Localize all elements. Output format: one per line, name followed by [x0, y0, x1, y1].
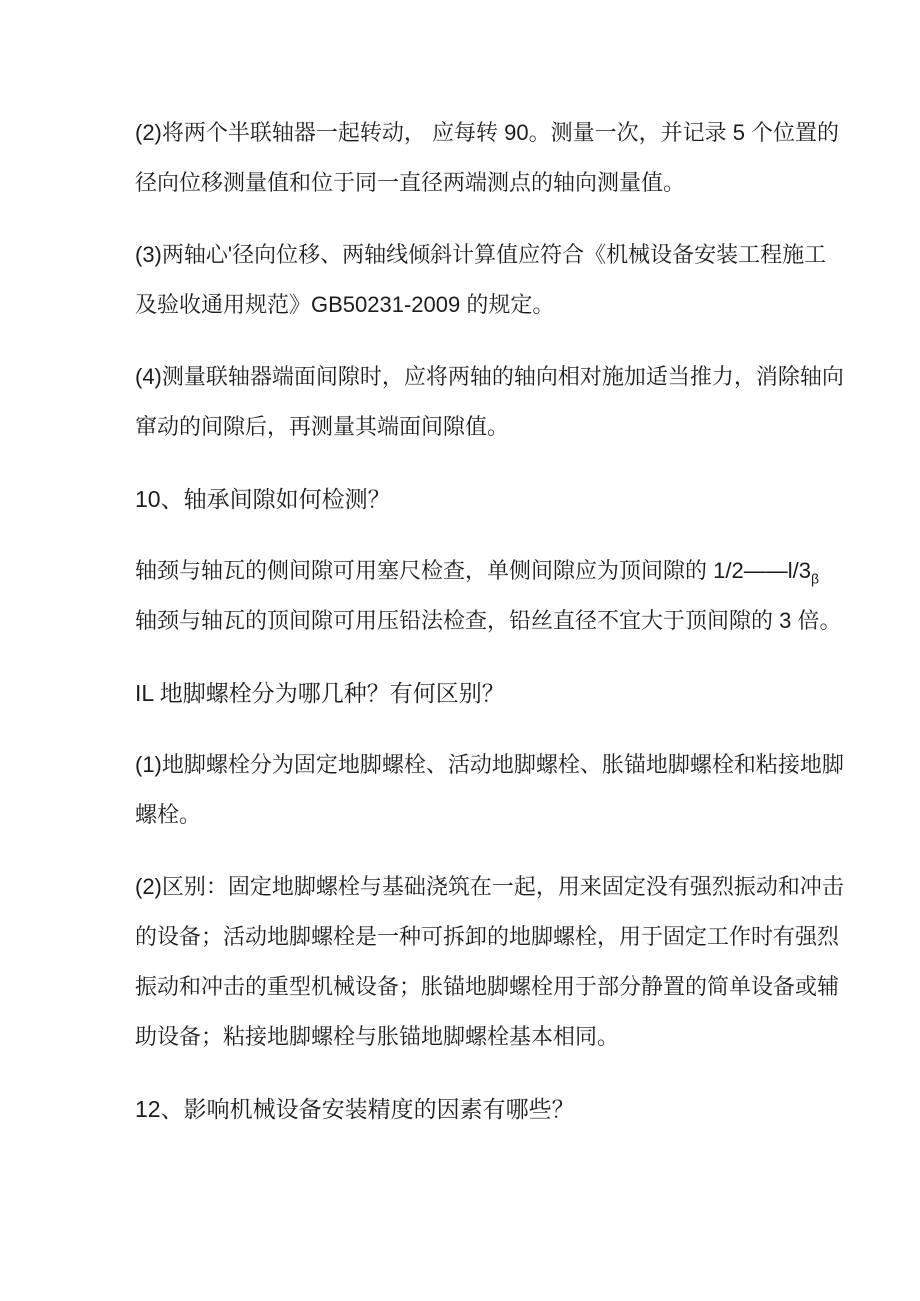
text-line: 螺栓。 — [135, 802, 202, 827]
paragraph-anchor-bolt-differences — [135, 862, 920, 1062]
question-11-heading — [135, 668, 920, 718]
text-line: 径向位移测量值和位于同一直径两端测点的轴向测量值。 — [135, 170, 686, 195]
paragraph-measure-rotation — [135, 108, 920, 208]
question-10-heading — [135, 474, 920, 524]
paragraph-coupling-end-gap — [135, 352, 920, 452]
text-segment: 轴颈与轴瓦的侧间隙可用塞尺检查，单侧间隙应为顶间隙的 1/2——l/3 — [135, 558, 811, 583]
paragraph-anchor-bolt-types — [135, 740, 920, 840]
text-line: (3)两轴心'径向位移、两轴线倾斜计算值应符合《机械设备安装工程施工 — [135, 242, 827, 267]
text-line: 轴颈与轴瓦的顶间隙可用压铅法检查，铅丝直径不宜大于顶间隙的 3 倍。 — [135, 608, 842, 633]
question-title: 12、影响机械设备安装精度的因素有哪些？ — [135, 1096, 575, 1122]
question-title: IL 地脚螺栓分为哪几种？有何区别？ — [135, 680, 505, 706]
text-line: (2)将两个半联轴器一起转动， 应每转 90。测量一次，并记录 5 个位置的 — [135, 120, 840, 145]
question-12-heading — [135, 1084, 920, 1134]
text-line: 助设备；粘接地脚螺栓与胀锚地脚螺栓基本相同。 — [135, 1024, 620, 1049]
text-line: 振动和冲击的重型机械设备；胀锚地脚螺栓用于部分静置的简单设备或辅 — [135, 974, 840, 999]
paragraph-radial-displacement-standard — [135, 230, 920, 330]
text-line — [135, 546, 920, 596]
text-line: 窜动的间隙后，再测量其端面间隙值。 — [135, 414, 510, 439]
text-line: (4)测量联轴器端面间隙时，应将两轴的轴向相对施加适当推力，消除轴向 — [135, 364, 844, 389]
text-line: 及验收通用规范》GB50231-2009 的规定。 — [135, 292, 555, 317]
paragraph-bearing-clearance-check — [135, 546, 920, 646]
text-line: (1)地脚螺栓分为固定地脚螺栓、活动地脚螺栓、胀锚地脚螺栓和粘接地脚 — [135, 752, 844, 777]
question-title: 10、轴承间隙如何检测？ — [135, 486, 391, 512]
subscript-beta: β — [810, 570, 819, 587]
text-line: (2)区别：固定地脚螺栓与基础浇筑在一起，用来固定没有强烈振动和冲击 — [135, 874, 844, 899]
text-line: 的设备；活动地脚螺栓是一种可拆卸的地脚螺栓，用于固定工作时有强烈 — [135, 924, 840, 949]
